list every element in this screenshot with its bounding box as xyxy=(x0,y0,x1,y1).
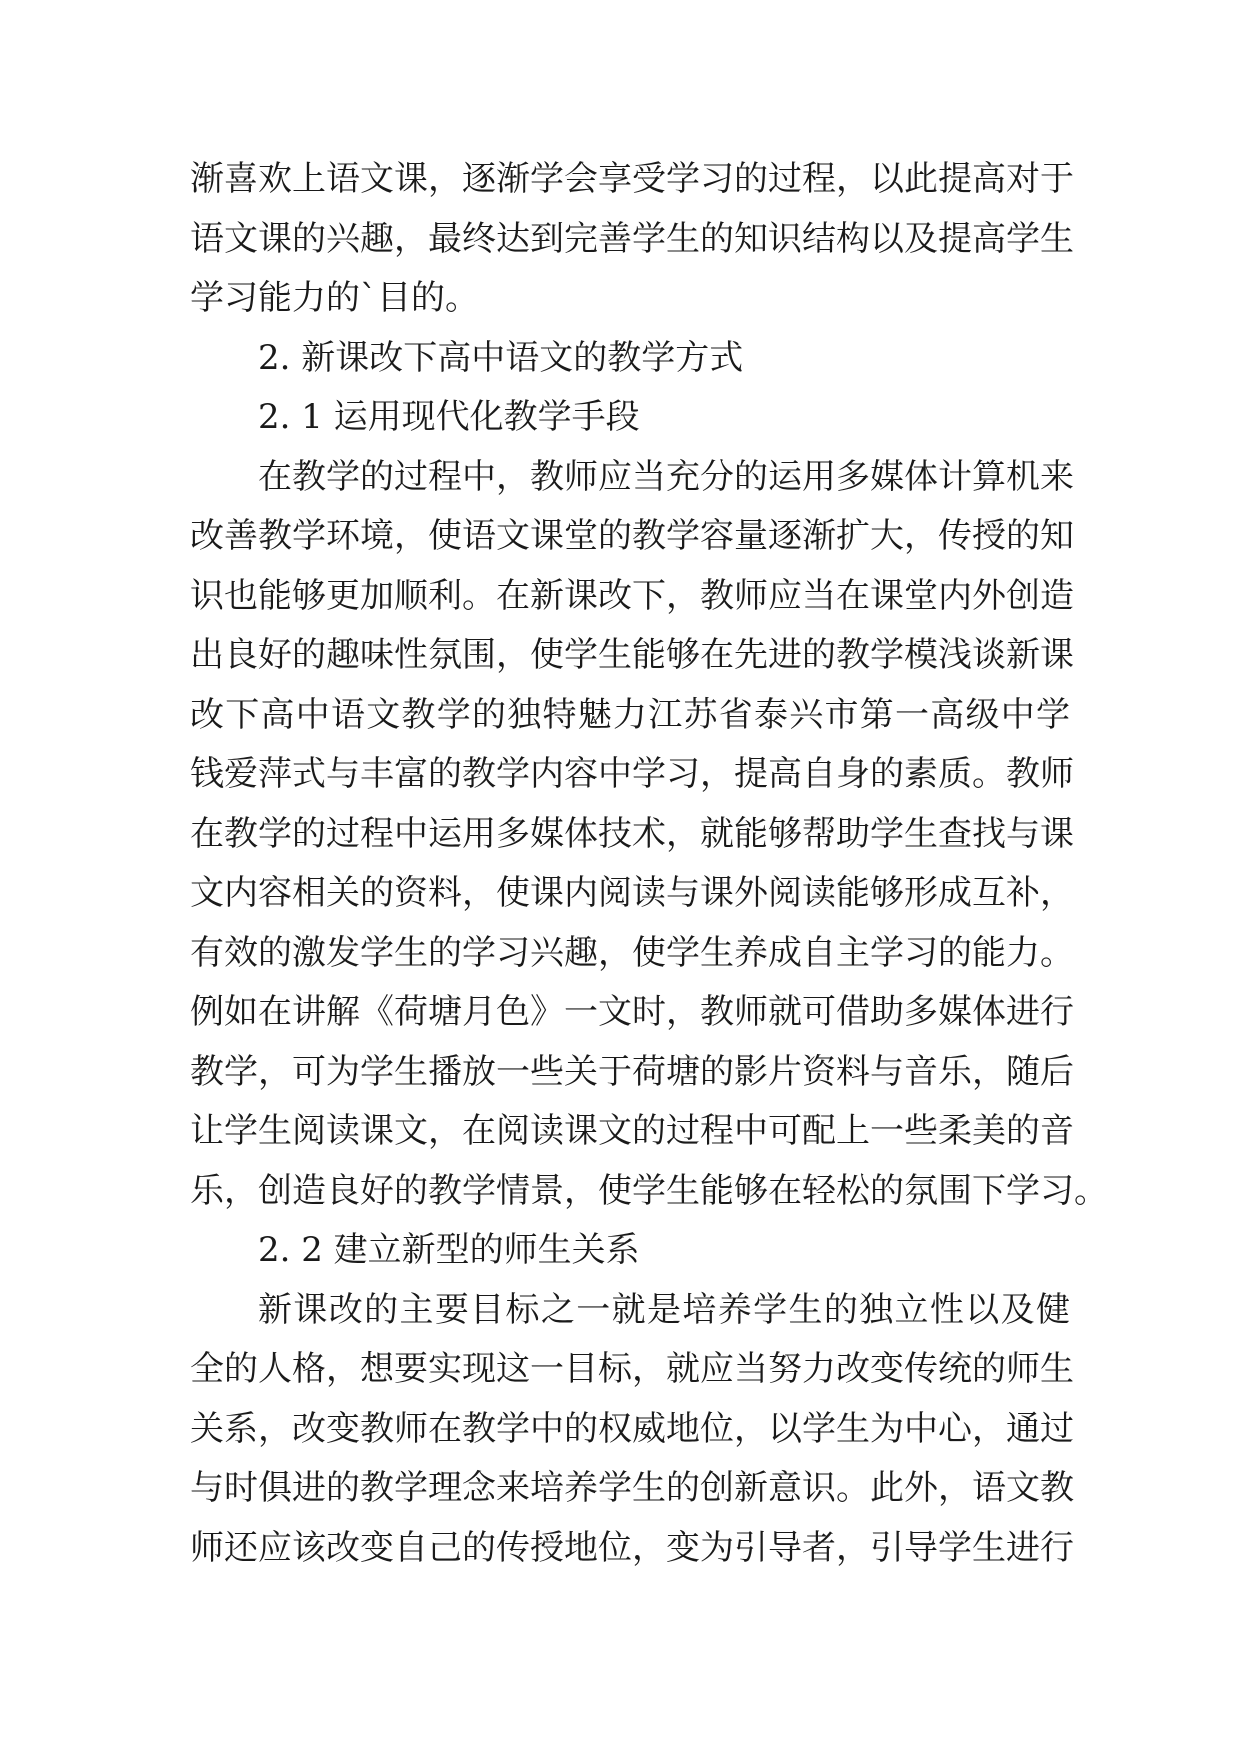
text-line: 渐喜欢上语文课，逐渐学会享受学习的过程，以此提高对于 xyxy=(190,159,1074,199)
text-line: 学习能力的`目的。 xyxy=(190,278,479,318)
text-line: 出良好的趣味性氛围，使学生能够在先进的教学模浅谈新课 xyxy=(190,635,1074,675)
text-line: 关系，改变教师在教学中的权威地位，以学生为中心，通过 xyxy=(190,1408,1074,1449)
text-line: 全的人格，想要实现这一目标，就应当努力改变传统的师生 xyxy=(190,1349,1074,1389)
text-line: 钱爱萍式与丰富的教学内容中学习，提高自身的素质。教师 xyxy=(190,754,1074,794)
paragraph-first-line: 在教学的过程中，教师应当充分的运用多媒体计算机来 xyxy=(258,456,1074,497)
text-line: 改下高中语文教学的独特魅力江苏省泰兴市第一高级中学 xyxy=(190,694,1070,735)
text-line: 改善教学环境，使语文课堂的教学容量逐渐扩大，传授的知 xyxy=(190,516,1074,556)
text-line: 语文课的兴趣，最终达到完善学生的知识结构以及提高学生 xyxy=(190,218,1074,259)
subsection-heading: 2. 2 建立新型的师生关系 xyxy=(258,1230,640,1270)
text-line: 让学生阅读课文，在阅读课文的过程中可配上一些柔美的音 xyxy=(190,1111,1074,1151)
body-text xyxy=(190,150,1108,1578)
subsection-heading: 2. 1 运用现代化教学手段 xyxy=(258,397,640,437)
text-line: 乐，创造良好的教学情景，使学生能够在轻松的氛围下学习。 xyxy=(190,1170,1108,1211)
section-heading: 2. 新课改下高中语文的教学方式 xyxy=(258,337,744,378)
text-line: 教学，可为学生播放一些关于荷塘的影片资料与音乐，随后 xyxy=(190,1051,1074,1092)
text-line: 有效的激发学生的学习兴趣，使学生养成自主学习的能力。 xyxy=(190,932,1074,973)
text-line: 在教学的过程中运用多媒体技术，就能够帮助学生查找与课 xyxy=(190,813,1074,854)
paragraph-first-line: 新课改的主要目标之一就是培养学生的独立性以及健 xyxy=(258,1289,1070,1330)
text-line: 与时俱进的教学理念来培养学生的创新意识。此外，语文教 xyxy=(190,1468,1074,1508)
text-line: 文内容相关的资料，使课内阅读与课外阅读能够形成互补， xyxy=(190,873,1074,913)
text-line: 识也能够更加顺利。在新课改下，教师应当在课堂内外创造 xyxy=(190,575,1074,616)
text-line: 例如在讲解《荷塘月色》一文时，教师就可借助多媒体进行 xyxy=(190,992,1074,1032)
text-line: 师还应该改变自己的传授地位，变为引导者，引导学生进行 xyxy=(190,1527,1074,1568)
